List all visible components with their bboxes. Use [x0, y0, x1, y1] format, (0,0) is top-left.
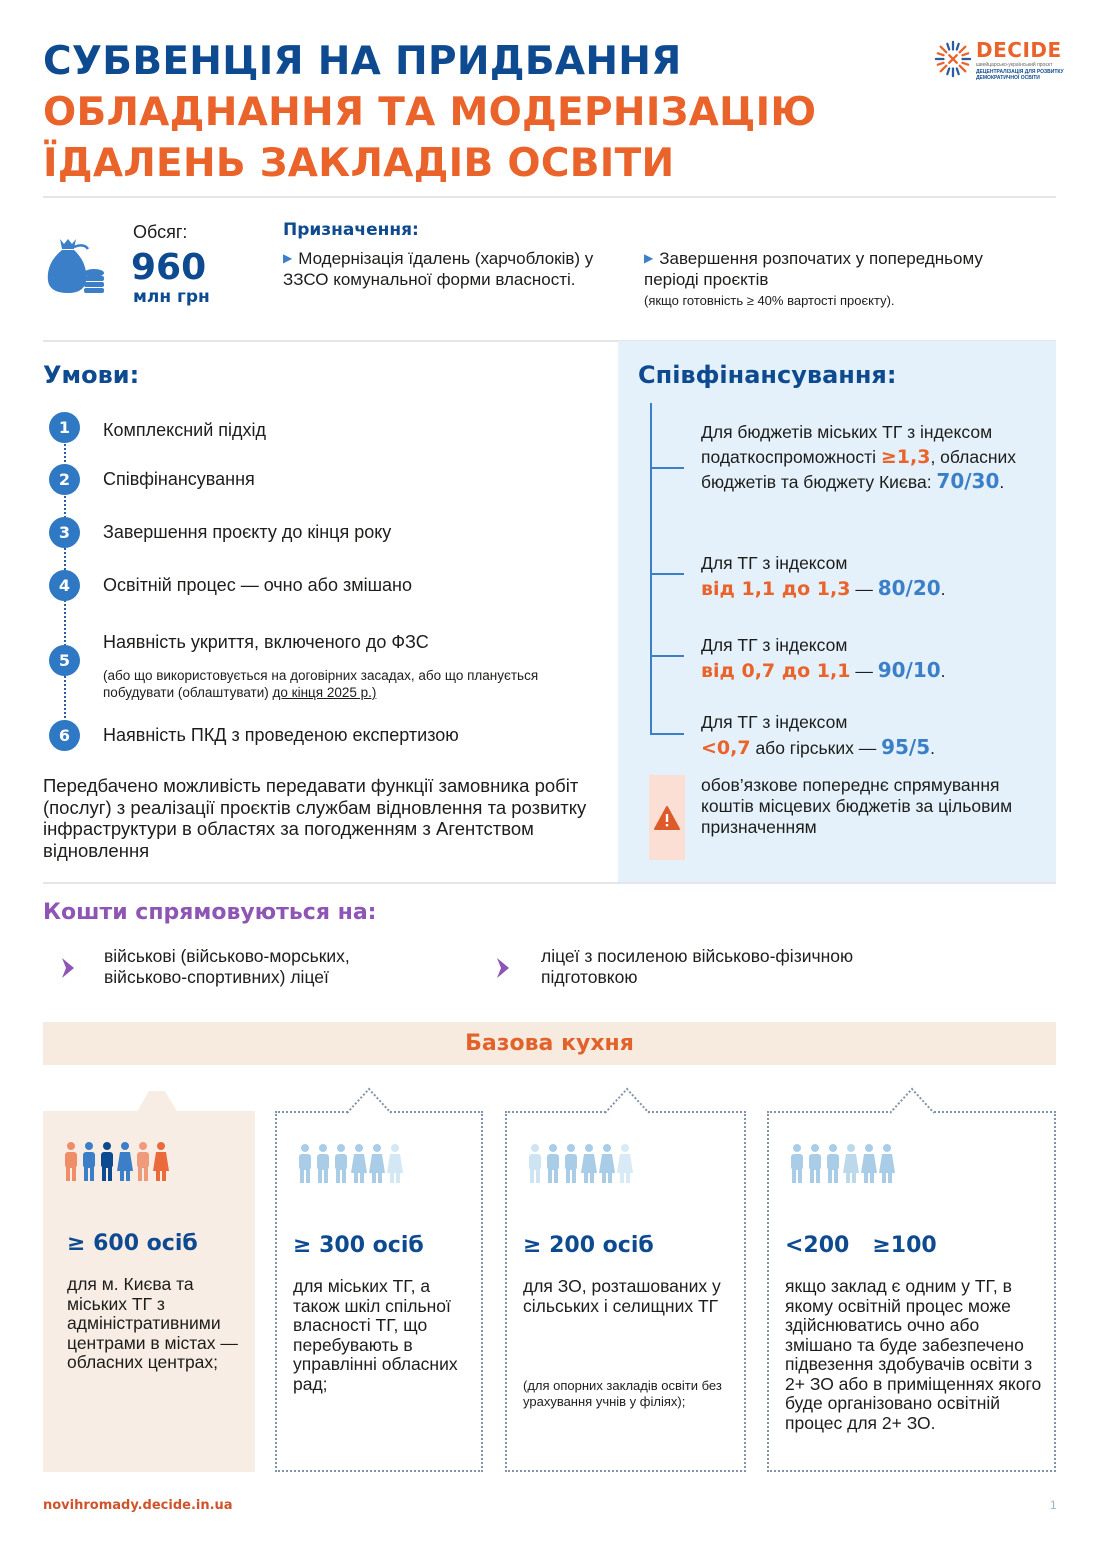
cofinancing-title: Співфінансування: — [638, 361, 897, 389]
kitchen-card-description: для міських ТГ, а також шкіл спільної власності ТГ, що перебувають в управлінні обласних рад; — [293, 1276, 458, 1394]
kitchen-card — [505, 1111, 746, 1472]
title-line-2: ОБЛАДНАННЯ ТА МОДЕРНІЗАЦІЮ — [43, 90, 817, 135]
logo-project-name: ДЕЦЕНТРАЛІЗАЦІЯ ДЛЯ РОЗВИТКУ ДЕМОКРАТИЧНОЇ ОСВІТИ — [976, 69, 1064, 81]
base-kitchen-title: Базова кухня — [465, 1031, 634, 1056]
step-number-badge: 1 — [49, 412, 80, 443]
purpose-item: ▶ Модернізація їдалень (харчоблоків) у ЗЗСО комунальної форми власності. — [283, 249, 594, 289]
card-pointer — [347, 1087, 391, 1115]
step-number-badge: 2 — [49, 464, 80, 495]
money-bag-icon — [44, 235, 106, 297]
kitchen-card-threshold: <200 ≥100 — [785, 1233, 937, 1258]
step-number-badge: 3 — [49, 517, 80, 548]
cofinancing-tier: Для ТГ з індексом від 0,7 до 1,1 — 90/10. — [701, 635, 946, 682]
transfer-functions-note: Передбачено можливість передавати функції замовника робіт (послуг) з реалізації проєктів службам відновлення та розвитку інфраструктури в областях за погодженням з Агентством відновлення — [43, 775, 587, 861]
triangle-bullet-icon: ▶ — [644, 251, 654, 265]
step-text: Завершення проєкту до кінця року — [103, 522, 392, 542]
cofinancing-tier: Для ТГ з індексом від 1,1 до 1,3 — 80/20. — [701, 553, 946, 600]
volume-label: Обсяг: — [133, 222, 188, 242]
card-pointer — [605, 1087, 649, 1115]
people-group-icon — [63, 1141, 173, 1183]
decide-snowflake-icon — [934, 40, 972, 78]
people-group-icon — [297, 1143, 407, 1185]
volume-unit: млн грн — [133, 287, 210, 307]
volume-value: 960 — [131, 247, 207, 288]
step-text: Наявність укриття, включеного до ФЗС — [103, 632, 429, 652]
card-pointer — [135, 1089, 179, 1117]
funds-item: ліцеї з посиленою військово-фізичною підготовкою — [541, 946, 854, 987]
page-number: 1 — [1050, 1498, 1057, 1512]
tree-branch — [650, 733, 684, 735]
step-number-badge: 4 — [49, 570, 80, 601]
triangle-bullet-icon: ▶ — [283, 251, 293, 265]
people-group-icon — [527, 1143, 637, 1185]
purpose-title: Призначення: — [283, 220, 419, 240]
step-text: Комплексний підхід — [103, 420, 267, 440]
warning-text: обов’язкове попереднє спрямування коштів місцевих бюджетів за цільовим призначенням — [701, 775, 1013, 837]
purpose-note: (якщо готовність ≥ 40% вартості проєкту). — [644, 293, 895, 308]
warning-box — [649, 775, 685, 860]
cofinancing-tree-line — [650, 403, 652, 735]
title-line-3: ЇДАЛЕНЬ ЗАКЛАДІВ ОСВІТИ — [43, 141, 675, 186]
decide-logo[interactable] — [934, 40, 1066, 81]
kitchen-card-note: (для опорних закладів освіти без урахування учнів у філіях); — [523, 1378, 722, 1409]
chevron-right-icon — [58, 956, 78, 980]
tree-branch — [650, 655, 684, 657]
step-note: (або що використовується на договірних засадах, або що планується побудувати (облаштувати) до кінця 2025 р.) — [103, 668, 539, 700]
kitchen-card-description: для м. Києва та міських ТГ з адміністративними центрами в містах — обласних центрах; — [67, 1274, 238, 1372]
page-title — [43, 36, 817, 189]
purpose-item: ▶ Завершення розпочатих у попередньому періоді проєктів (якщо готовність ≥ 40% вартості проєкту). — [644, 249, 983, 308]
kitchen-card-threshold: ≥ 600 осіб — [67, 1231, 198, 1256]
chevron-right-icon — [493, 956, 513, 980]
kitchen-card-threshold: ≥ 300 осіб — [293, 1233, 424, 1258]
kitchen-card-threshold: ≥ 200 осіб — [523, 1233, 654, 1258]
divider — [43, 882, 1056, 884]
base-kitchen-header — [43, 1022, 1056, 1065]
step-number-badge: 6 — [49, 720, 80, 751]
title-line-1: СУБВЕНЦІЯ НА ПРИДБАННЯ — [43, 39, 682, 84]
funds-title: Кошти спрямовуються на: — [43, 900, 377, 925]
kitchen-card — [767, 1111, 1056, 1472]
kitchen-card — [275, 1111, 483, 1472]
people-group-icon — [789, 1143, 899, 1185]
step-text: Освітній процес — очно або змішано — [103, 575, 412, 595]
tree-branch — [650, 573, 684, 575]
funds-item: військові (військово-морських, військово-спортивних) ліцеї — [104, 946, 350, 987]
tree-branch — [650, 467, 684, 469]
step-text: Наявність ПКД з проведеною експертизою — [103, 725, 459, 745]
logo-subtitle: швейцарсько-український проєкт — [976, 62, 1053, 68]
kitchen-card-description: якщо заклад є одним у ТГ, в якому освітній процес може здійснюватись очно або змішано та буде забезпечено підвезення здобувачів освіти з 2+ ЗО або в приміщеннях якого буде організовано освітній процес для 2+ ЗО. — [785, 1276, 1042, 1433]
kitchen-card — [43, 1111, 255, 1472]
cofinancing-tier: Для бюджетів міських ТГ з індексом податкоспроможності ≥1,3, обласних бюджетів та бюджету Києва: 70/30. — [701, 422, 1017, 493]
warning-icon — [654, 806, 680, 830]
step-text: Співфінансування — [103, 469, 255, 489]
kitchen-card-description: для ЗО, розташованих у сільських і селищних ТГ — [523, 1276, 721, 1316]
card-pointer — [890, 1087, 934, 1115]
footer-website-link[interactable]: novihromady.decide.in.ua — [43, 1498, 233, 1513]
conditions-title: Умови: — [43, 361, 140, 389]
logo-wordmark: DECIDE — [976, 38, 1062, 62]
divider — [43, 196, 1056, 198]
cofinancing-tier: Для ТГ з індексом <0,7 або гірських — 95/5. — [701, 712, 936, 759]
step-number-badge: 5 — [49, 645, 80, 676]
